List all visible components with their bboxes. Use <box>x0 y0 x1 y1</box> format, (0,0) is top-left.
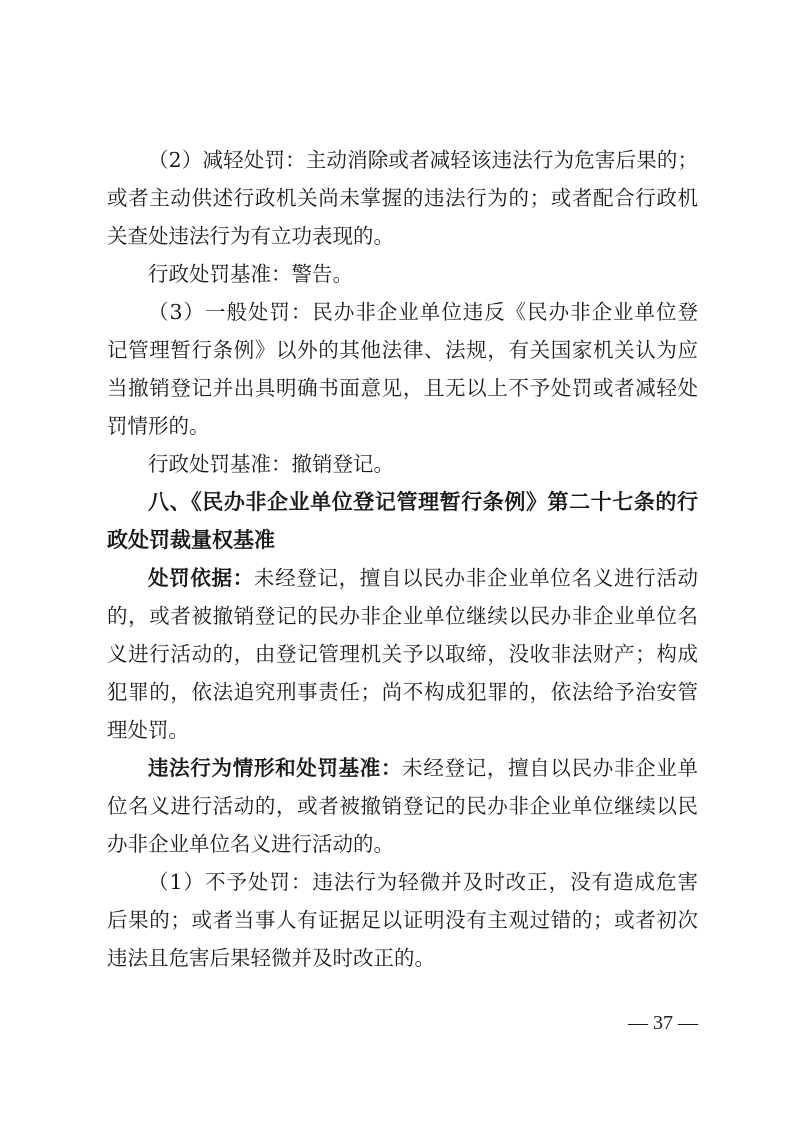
paragraph-line: 理处罚。 <box>107 718 189 742</box>
paragraph-line <box>107 749 698 787</box>
paragraph-line: 的，或者被撤销登记的民办非企业单位继续以民办非企业单位名 <box>107 604 698 628</box>
paragraph-line: 办非企业单位名义进行活动的。 <box>107 832 394 856</box>
line-text: 未经登记，擅自以民办非企业单位名义进行活动 <box>253 566 699 590</box>
paragraph-line: 关查处违法行为有立功表现的。 <box>107 224 394 248</box>
paragraph-line: 当撤销登记并出具明确书面意见，且无以上不予处罚或者减轻处 <box>107 376 698 400</box>
paragraph-line: 行政处罚基准：撤销登记。 <box>148 452 394 476</box>
bold-label: 处罚依据： <box>148 566 254 590</box>
paragraph-line: 行政处罚基准：警告。 <box>148 262 353 286</box>
paragraph-line: 犯罪的，依法追究刑事责任；尚不构成犯罪的，依法给予治安管 <box>107 680 698 704</box>
document-body <box>107 141 698 977</box>
paragraph-line <box>107 559 698 597</box>
page-number: — 37 — <box>628 1012 698 1034</box>
paragraph-line: （3）一般处罚：民办非企业单位违反《民办非企业单位登 <box>148 300 698 324</box>
paragraph-line: 位名义进行活动的，或者被撤销登记的民办非企业单位继续以民 <box>107 794 698 818</box>
paragraph-line: 后果的；或者当事人有证据足以证明没有主观过错的；或者初次 <box>107 908 698 932</box>
section-heading: 八、《民办非企业单位登记管理暂行条例》第二十七条的行 <box>148 490 698 514</box>
paragraph-line: 罚情形的。 <box>107 414 210 438</box>
paragraph-line: 义进行活动的，由登记管理机关予以取缔，没收非法财产；构成 <box>107 642 698 666</box>
paragraph-line: （1）不予处罚：违法行为轻微并及时改正，没有造成危害 <box>148 870 698 894</box>
line-text: 未经登记，擅自以民办非企业单 <box>402 756 699 780</box>
bold-label: 违法行为情形和处罚基准： <box>148 756 403 780</box>
paragraph-line: 违法且危害后果轻微并及时改正的。 <box>107 946 435 970</box>
paragraph-line: （2）减轻处罚：主动消除或者减轻该违法行为危害后果的； <box>148 148 698 172</box>
paragraph-line: 或者主动供述行政机关尚未掌握的违法行为的；或者配合行政机 <box>107 186 698 210</box>
paragraph-line: 记管理暂行条例》以外的其他法律、法规，有关国家机关认为应 <box>107 338 698 362</box>
section-heading: 政处罚裁量权基准 <box>107 528 275 552</box>
